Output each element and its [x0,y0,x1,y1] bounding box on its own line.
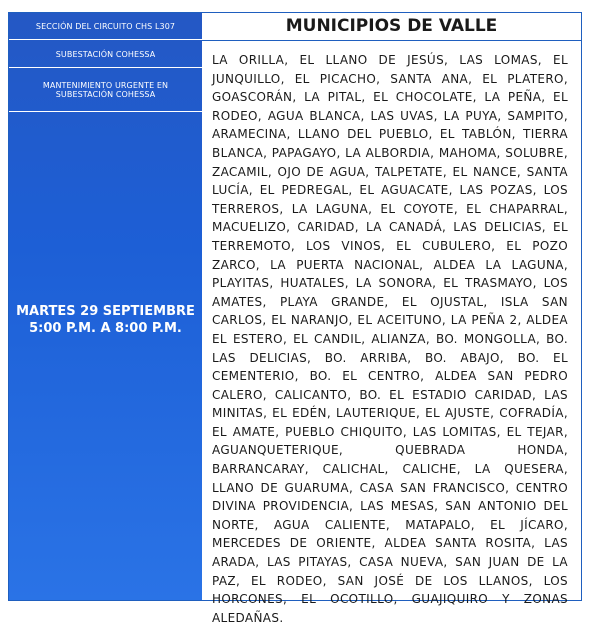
maintenance-label: MANTENIMIENTO URGENTE EN SUBESTACIÓN COHESSA [9,69,202,112]
circuit-section-label: SECCIÓN DEL CIRCUITO CHS L307 [9,13,202,40]
municipality-title: MUNICIPIOS DE VALLE [202,13,581,41]
outage-notice [8,12,582,625]
left-panel [9,13,202,600]
schedule-date: MARTES 29 SEPTIEMBRE [16,304,195,319]
schedule-time: 5:00 P.M. A 8:00 P.M. [29,321,182,336]
localities-list: LA ORILLA, EL LLANO DE JESÚS, LAS LOMAS, EL JUNQUILLO, EL PICACHO, SANTA ANA, EL PLATERO, GOASCORÁN, LA PITAL, EL CHOCOLATE, LA PEÑA, EL RODEO, AGUA BLANCA, LAS UVAS, LA PUYA, SAMPITO, ARAMECINA, LLANO DEL PUEBLO, EL TABLÓN, TIERRA BLANCA, PAPAGAYO, LA ALBORDIA, MAHOMA, SOLUBRE, ZACAMIL, OJO DE AGUA, TALPETATE, EL NANCE, SANTA LUCÍA, EL PEDREGAL, EL AGUACATE, LAS POZAS, LOS TERREROS, LA LAGUNA, EL COYOTE, EL CHAPARRAL, MACUELIZO, CARIDAD, LA CANADÁ, LAS DELICIAS, EL TERREMOTO, LOS VINOS, EL CUBULERO, EL POZO ZARCO, LA PUERTA NACIONAL, ALDEA LA LAGUNA, PLAYITAS, HUATALES, LA SONORA, EL TRASMAYO, LOS AMATES, PLAYA GRANDE, EL OJUSTAL, ISLA SAN CARLOS, EL NARANJO, EL ACEITUNO, LA PEÑA 2, ALDEA EL ESTERO, EL CANDIL, ALIANZA, BO. MONGOLLA, BO. LAS DELICIAS, BO. ARRIBA, BO. ABAJO, BO. EL CEMENTERIO, BO. EL CENTRO, ALDEA SAN PEDRO CALERO, CALICANTO, BO. EL ESTADIO CARIDAD, LAS MINITAS, EL EDÉN, LAUTERIQUE, EL AJUSTE, COFRADÍA, EL AMATE, PUEBLO CHIQUITO, LAS LOMITAS, EL TEJAR, AGUANQUETERIQUE, QUEBRADA HONDA, BARRANCARAY, CALICHAL, CALICHE, LA QUESERA, LLANO DE GUARUMA, CASA SAN FRANCISCO, CENTRO DIVINA PROVIDENCIA, LAS MESAS, SAN ANTONIO DEL NORTE, AGUA CALIENTE, MATAPALO, EL JÍCARO, MERCEDES DE ORIENTE, ALDEA SANTA ROSITA, LAS ARADA, LAS PITAYAS, CASA NUEVA, SAN JUAN DE LA PAZ, EL RODEO, SAN JOSÉ DE LOS LLANOS, LOS HORCONES, EL OCOTILLO, GUAJIQUIRO Y ZONAS ALEDAÑAS. [212,53,568,625]
schedule [9,303,202,337]
substation-label: SUBESTACIÓN COHESSA [9,41,202,68]
